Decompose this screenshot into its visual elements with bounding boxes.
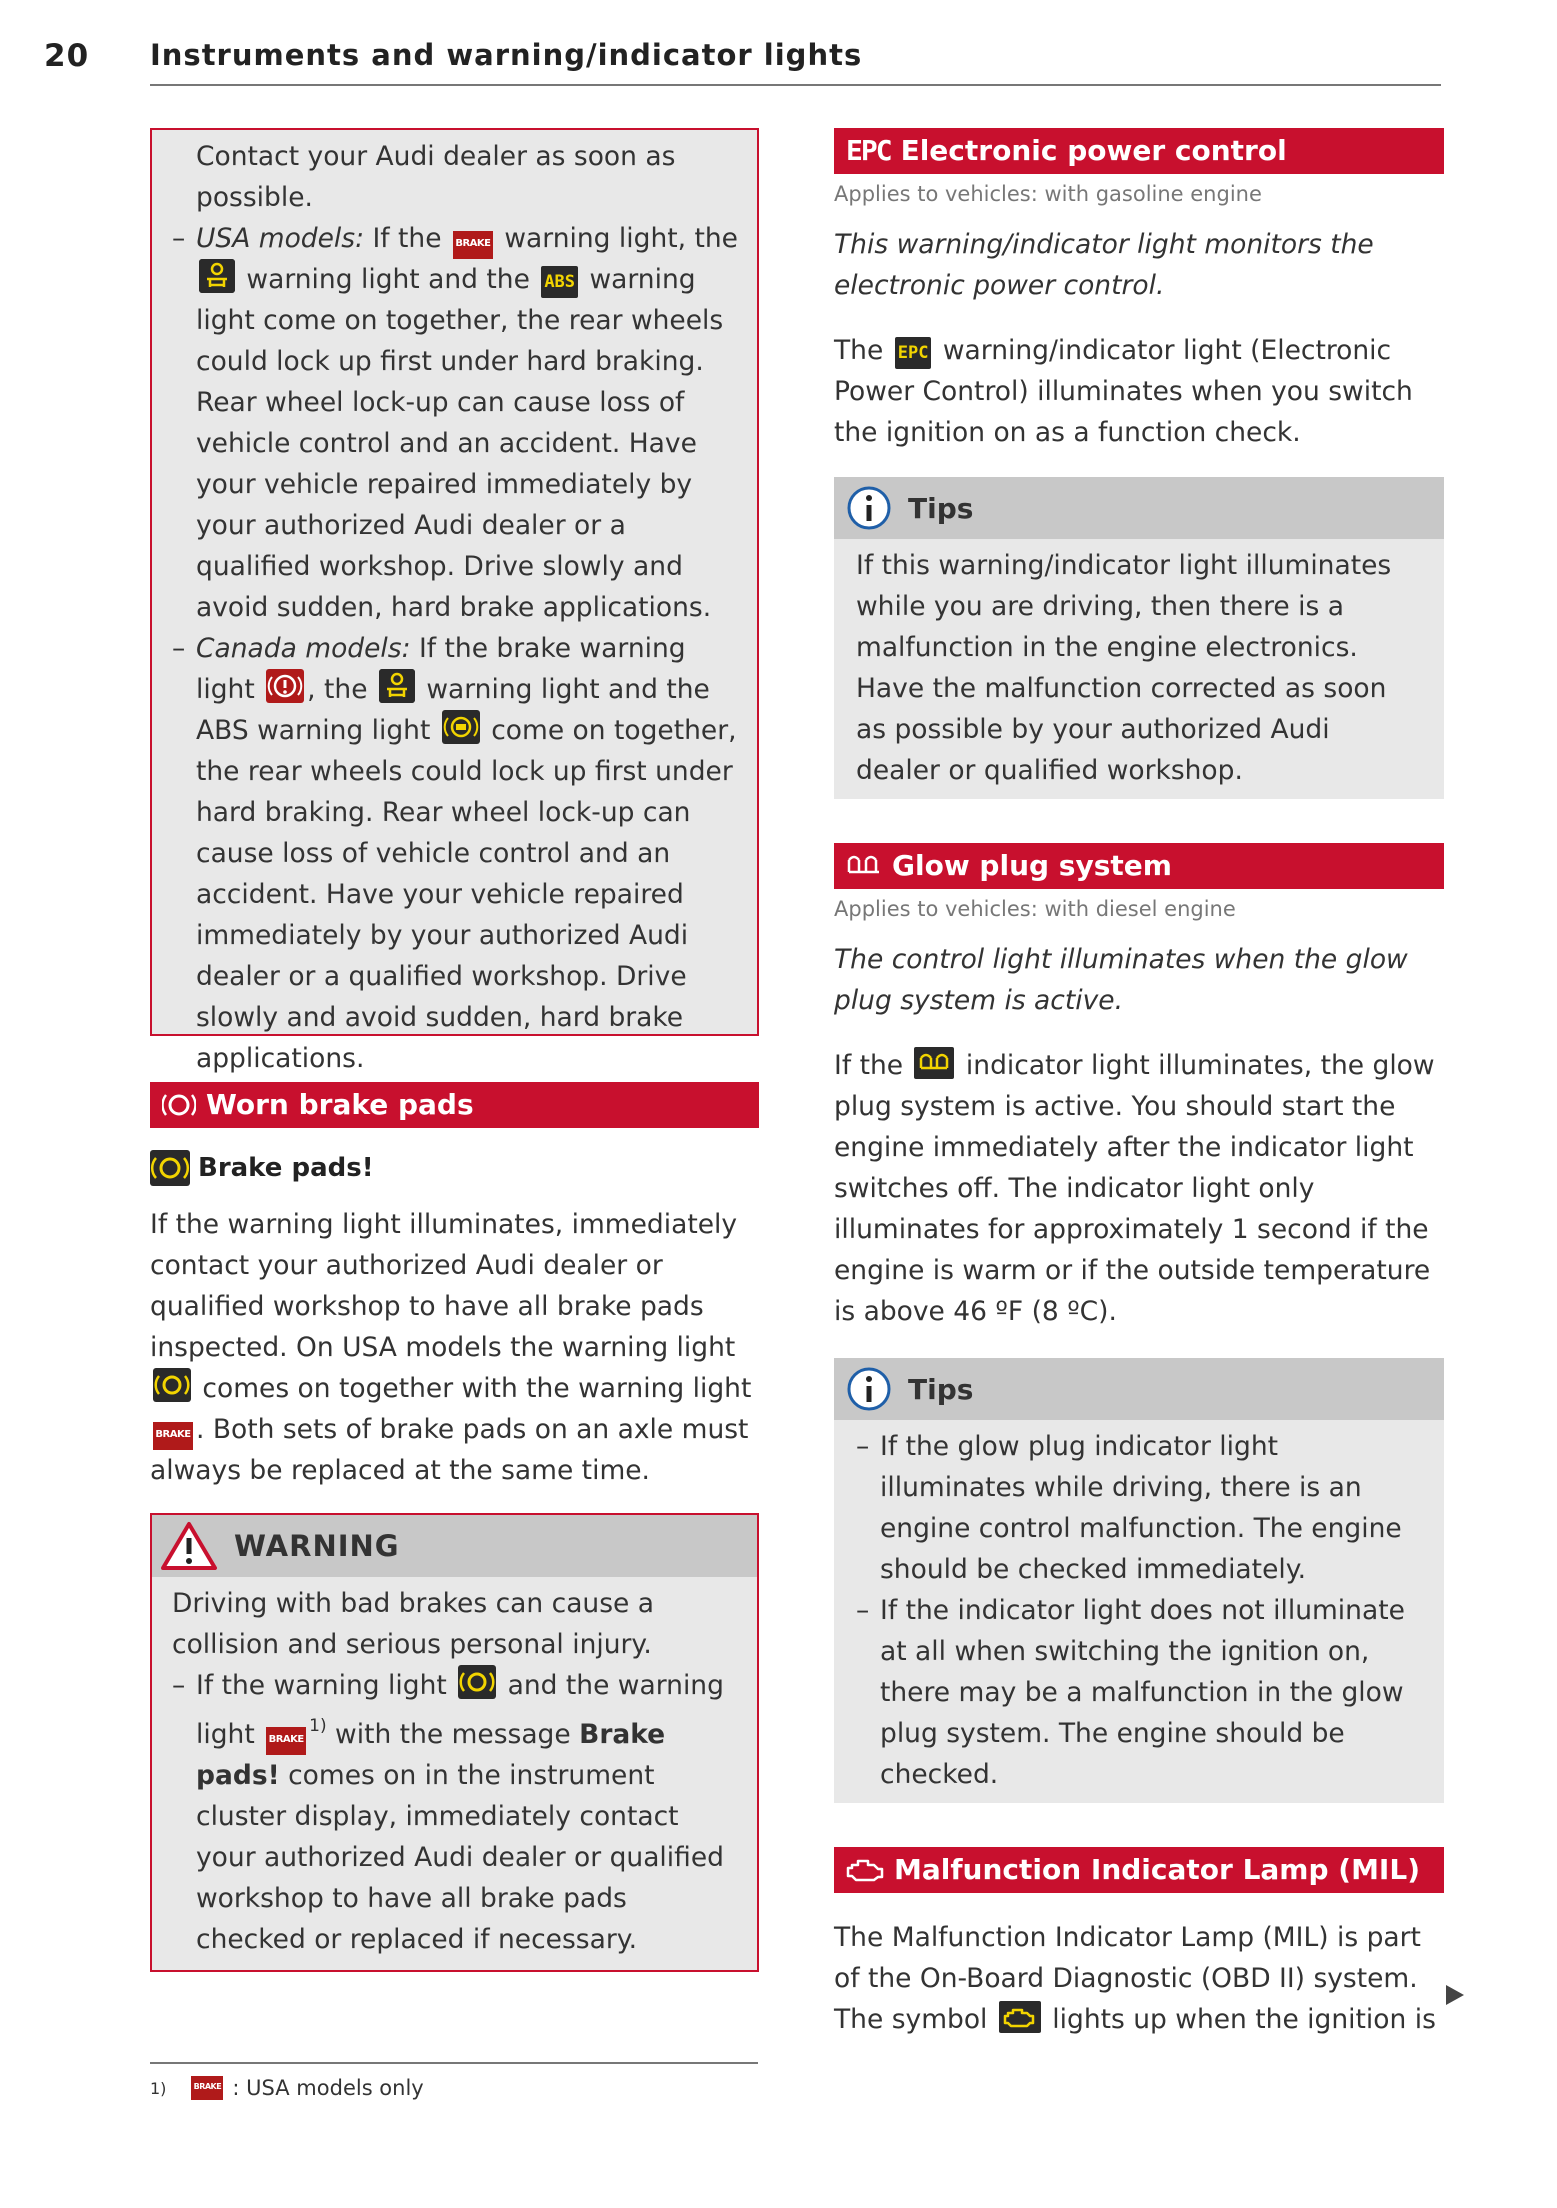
epc-title: Electronic power control (900, 134, 1287, 167)
page-title: Instruments and warning/indicator lights (150, 38, 863, 72)
brake-warning-icon: BRAKE (153, 1422, 193, 1450)
worn-brake-pads-heading (150, 1082, 759, 1128)
glow-tips-header (834, 1358, 1444, 1420)
engine-icon (846, 1857, 884, 1883)
epc-tips-box (834, 477, 1444, 799)
left-column (150, 128, 759, 1972)
warning-text-2: and the warning light (196, 1670, 724, 1750)
worn-brake-pads-title: Worn brake pads (206, 1088, 474, 1121)
usa-label: USA models: (196, 223, 365, 254)
warning-list-item (196, 1665, 739, 1960)
usa-text-3: warning light and the (238, 264, 539, 295)
epc-text-1: The (834, 335, 892, 366)
mil-text-2: lights up when the ignition is (1043, 2004, 1436, 2035)
canada-text-1: If the brake warning light (196, 633, 686, 705)
brake-pad-indicator-icon (458, 1665, 496, 1699)
brake-pad-indicator-icon (153, 1368, 191, 1402)
epc-icon: EPC (895, 337, 932, 369)
footnote (150, 2076, 424, 2100)
footnote-rule (150, 2062, 758, 2064)
epc-paragraph (834, 330, 1444, 453)
page-number: 20 (44, 38, 90, 74)
worn-text-1: If the warning light illuminates, immediately contact your authorized Audi dealer or qualified workshop to have all brake pads inspected. On USA models the warning light (150, 1209, 738, 1363)
engine-indicator-icon (999, 2001, 1041, 2033)
usa-text-2: warning light, the (495, 223, 738, 254)
brake-warning-list (196, 218, 739, 1079)
warning-header (152, 1515, 757, 1577)
glow-plug-title: Glow plug system (892, 849, 1172, 882)
warning-triangle-icon (160, 1521, 218, 1571)
worn-text-2: comes on together with the warning light (194, 1373, 752, 1404)
glow-tips-list (856, 1426, 1418, 1795)
epc-tips-label: Tips (908, 491, 974, 525)
glow-tips-box (834, 1358, 1444, 1803)
epc-heading (834, 128, 1444, 174)
brake-pad-indicator-icon (150, 1150, 190, 1186)
glow-text-1: If the (834, 1050, 912, 1081)
canada-label: Canada models: (196, 633, 411, 664)
usa-text-1: If the (364, 223, 450, 254)
right-column (834, 128, 1444, 2040)
box-paragraph: Contact your Audi dealer as soon as possible. (196, 141, 676, 213)
info-icon (846, 1366, 892, 1412)
glow-plug-intro: The control light illuminates when the glow plug system is active. (834, 944, 1408, 1016)
abs-icon: ABS (541, 266, 578, 298)
brake-circle-warning-icon (266, 669, 304, 703)
mil-paragraph (834, 1917, 1444, 2040)
brake-system-fault-icon (379, 669, 415, 703)
info-icon (846, 485, 892, 531)
brake-warning-continued-box (150, 128, 759, 1074)
canada-text-3: warning light and the ABS warning light (196, 674, 710, 746)
epc-heading-icon: EPC (846, 134, 891, 167)
brake-warning-icon: BRAKE (266, 1727, 306, 1755)
footnote-mark: 1) (150, 2078, 167, 2098)
glow-tips-item: – If the glow plug indicator light illuminates while driving, there is an engine control malfunction. The engine should be checked immediately. (880, 1426, 1418, 1590)
warning-title: WARNING (234, 1529, 400, 1563)
glow-tips-item: – If the indicator light does not illuminate at all when switching the ignition on, there may be a malfunction in the glow plug system. The engine should be checked. (880, 1590, 1418, 1795)
footnote-ref: 1) (309, 1716, 327, 1736)
brake-pads-subheading (150, 1150, 759, 1186)
glow-plug-indicator-icon (914, 1047, 954, 1079)
brake-warning-icon: BRAKE (191, 2076, 223, 2100)
brake-pads-message: Brake pads! (196, 1719, 666, 1791)
brake-warning-icon: BRAKE (453, 231, 493, 259)
glow-plug-icon (846, 853, 882, 879)
mil-heading (834, 1847, 1444, 1893)
warning-paragraph: Driving with bad brakes can cause a collision and serious personal injury. (172, 1588, 654, 1660)
brake-system-fault-icon (199, 259, 235, 293)
canada-text-4: come on together, the rear wheels could lock up first under hard braking. Rear wheel lock-up can cause loss of vehicle control and an accident. Have your vehicle repaired immediately by your authorized Audi dealer or a qualified workshop. Drive slowly and avoid sudden, hard brake applications. (196, 715, 737, 1074)
epc-tips-header (834, 477, 1444, 539)
list-item-usa (196, 218, 739, 628)
glow-plug-heading (834, 843, 1444, 889)
glow-plug-applies: Applies to vehicles: with diesel engine (834, 897, 1236, 921)
worn-text-3: . Both sets of brake pads on an axle must always be replaced at the same time. (150, 1414, 749, 1486)
epc-tips-text: If this warning/indicator light illuminates while you are driving, then there is a malfunction in the engine electronics. Have the malfunction corrected as soon as possible by your authorized Audi dealer or qualified workshop. (856, 550, 1392, 786)
header-rule (150, 84, 1441, 86)
warning-box (150, 1513, 759, 1972)
epc-intro: This warning/indicator light monitors the electronic power control. (834, 229, 1374, 301)
page-header (44, 38, 1444, 88)
warning-text-4: comes on in the instrument cluster display, immediately contact your authorized Audi dealer or qualified workshop to have all brake pads checked or replaced if necessary. (196, 1760, 724, 1955)
list-item-canada (196, 628, 739, 1079)
glow-tips-label: Tips (908, 1372, 974, 1406)
mil-text-1: The Malfunction Indicator Lamp (MIL) is part of the On-Board Diagnostic (OBD II) system. The symbol (834, 1922, 1421, 2035)
abs-circle-icon (442, 710, 480, 744)
warning-body (152, 1577, 757, 1970)
mil-title: Malfunction Indicator Lamp (MIL) (894, 1853, 1420, 1886)
worn-brake-pads-paragraph (150, 1204, 759, 1491)
epc-text-2: warning/indicator light (Electronic Power Control) illuminates when you switch the ignition on as a function check. (834, 335, 1413, 448)
warning-list (172, 1665, 739, 1960)
footnote-text: : USA models only (232, 2076, 424, 2100)
warning-text-1: If the warning light (196, 1670, 456, 1701)
glow-plug-paragraph (834, 1045, 1444, 1332)
glow-tips-body (834, 1420, 1444, 1803)
brake-pads-subtitle: Brake pads! (198, 1153, 374, 1183)
epc-applies: Applies to vehicles: with gasoline engine (834, 182, 1262, 206)
brake-pad-icon (162, 1090, 196, 1120)
warning-text-3: with the message (326, 1719, 580, 1750)
usa-text-4: warning light come on together, the rear wheels could lock up first under hard braking. Rear wheel lock-up can cause loss of vehicle control and an accident. Have your vehicle repaired immediately by your authorized Audi dealer or a qualified workshop. Drive slowly and avoid sudden, hard brake applications. (196, 264, 724, 623)
glow-text-2: indicator light illuminates, the glow plug system is active. You should start the engine immediately after the indicator light switches off. The indicator light only illuminates for approximately 1 second if the engine is warm or if the outside temperature is above 46 ºF (8 ºC). (834, 1050, 1435, 1327)
continue-arrow-icon (1444, 1983, 1466, 2007)
epc-tips-body (834, 539, 1444, 799)
canada-text-2: , the (307, 674, 376, 705)
